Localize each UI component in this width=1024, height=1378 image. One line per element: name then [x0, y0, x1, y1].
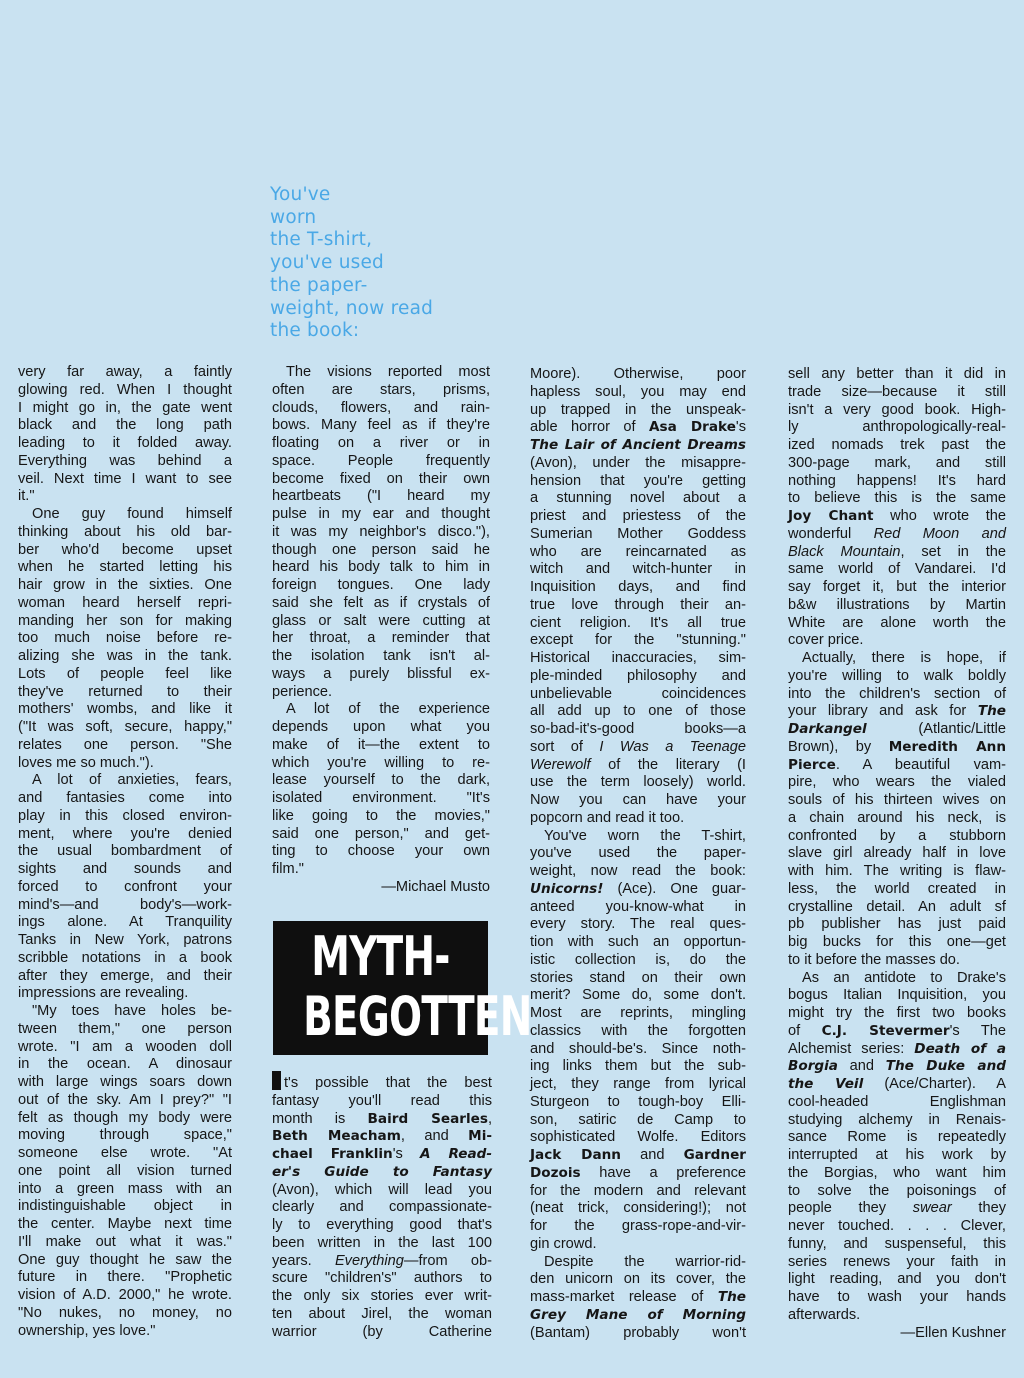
text-line: Werewolf of the literary (I: [530, 756, 746, 773]
text-line: souls of his thirteen wives on: [788, 792, 1006, 808]
text-line: said one person," and get-: [272, 825, 490, 842]
text-line: Sturgeon to tough-boy Elli-: [530, 1093, 746, 1110]
text-line: 300-page mark, and still: [788, 454, 1006, 471]
text-line: (Avon), which will lead you: [272, 1181, 492, 1198]
text-line: Moore). Otherwise, poor: [530, 366, 746, 382]
text-line: Grey Mane of Morning: [530, 1306, 746, 1323]
text-line: said she felt as if crystals of: [272, 594, 490, 611]
text-line: Now you can have your: [530, 792, 746, 808]
text-line: heartbeats ("I heard my: [272, 488, 490, 505]
text-line: trade size—because it still: [788, 383, 1006, 400]
text-line: which you're willing to re-: [272, 754, 490, 771]
text-line: b&w illustrations by Martin: [788, 596, 1006, 613]
text-line: you're willing to walk boldly: [788, 667, 1006, 684]
text-line: use the term loosely) world.: [530, 774, 746, 791]
text-line: the Borgias, who want him: [788, 1164, 1006, 1181]
column-2-review-text: [272, 1071, 492, 1341]
text-line: with him. The writing is flaw-: [788, 863, 1006, 879]
text-line: bogus Italian Inquisition, you: [788, 987, 1006, 1004]
text-line: though one person said he: [272, 541, 490, 558]
text-line: ting to choose your own: [272, 843, 490, 860]
text-line: so-bad-it's-good books—a: [530, 721, 746, 737]
text-line: One guy thought he saw the: [18, 1251, 232, 1268]
text-line: er's Guide to Fantasy: [272, 1163, 492, 1180]
text-line: ber who'd become upset: [18, 541, 232, 558]
text-line: pire, who wears the vialed: [788, 774, 1006, 791]
pull-quote: [270, 184, 490, 343]
text-line: gin crowd.: [530, 1235, 597, 1252]
byline: —Michael Musto: [381, 878, 490, 895]
text-line: pb publisher has just paid: [788, 916, 1006, 933]
pull-quote-line: weight, now read: [270, 297, 434, 319]
text-line: the center. Maybe next time: [18, 1216, 232, 1232]
text-line: relates one person. "She: [18, 736, 232, 753]
text-line: make of it—the extent to: [272, 736, 490, 753]
text-line: very far away, a faintly: [18, 364, 232, 380]
text-line: impressions are revealing.: [18, 985, 189, 1002]
pull-quote-line: the paper-: [270, 274, 368, 296]
text-line: might try the first two books: [788, 1005, 1006, 1021]
text-line: tween them," one person: [18, 1020, 232, 1037]
text-line: I'll make out what it was.": [18, 1233, 232, 1250]
text-line: White are alone worth the: [788, 614, 1006, 631]
text-line: son, satiric de Camp to: [530, 1111, 746, 1128]
text-line: people they swear they: [788, 1200, 1006, 1217]
text-line: (Bantam) probably won't: [530, 1324, 746, 1341]
text-line: Joy Chant who wrote the: [788, 508, 1006, 524]
text-line: into a green mass with an: [18, 1180, 232, 1197]
text-line: interrupted at his work by: [788, 1147, 1006, 1163]
text-line: ownership, yes love.": [18, 1322, 156, 1339]
text-line: have to wash your hands: [788, 1289, 1006, 1305]
text-line: ings alone. At Tranquility: [18, 914, 232, 931]
text-line: except for the "stunning.": [530, 632, 746, 649]
text-line: isn't a very good book. High-: [788, 401, 1006, 418]
text-line: true love through their an-: [530, 596, 746, 613]
text-line: been written in the last 100: [272, 1234, 492, 1251]
column-4-text: [788, 366, 1006, 1342]
text-line: Most are reprints, mingling: [530, 1005, 746, 1021]
text-line: ple-minded philosophy and: [530, 667, 746, 684]
text-line: series renews your faith in: [788, 1253, 1006, 1270]
text-line: cient religion. It's all true: [530, 614, 746, 631]
text-line: for the grass-rope-and-vir-: [530, 1218, 746, 1234]
column-3-text: [530, 366, 746, 1342]
text-line: ten about Jirel, the woman: [272, 1305, 492, 1322]
column-1-text: [18, 364, 232, 1340]
text-line: to believe this is the same: [788, 490, 1006, 507]
text-line: "No nukes, no money, no: [18, 1304, 232, 1321]
text-line: moving through space,": [18, 1127, 232, 1144]
text-line: into the children's section of: [788, 685, 1006, 702]
text-line: A lot of anxieties, fears,: [32, 772, 232, 789]
text-line: sophisticated Wolfe. Editors: [530, 1129, 746, 1146]
text-line: after they emerge, and their: [18, 967, 232, 984]
text-line: years. Everything—from ob-: [272, 1252, 492, 1269]
text-line: sance Rome is repeatedly: [788, 1129, 1006, 1146]
text-line: when he started letting his: [18, 559, 232, 576]
text-line: wonderful Red Moon and: [788, 525, 1006, 542]
pull-quote-line: You've: [270, 184, 331, 205]
section-heading-myth-begotten: [273, 921, 532, 1055]
text-line: fantasy you'll read this: [272, 1092, 492, 1109]
text-line: Actually, there is hope, if: [802, 650, 1006, 666]
text-line: vision of A.D. 2000," he wrote.: [18, 1287, 232, 1303]
text-line: indistinguishable object in: [18, 1198, 232, 1215]
text-line: future in there. "Prophetic: [18, 1269, 232, 1286]
text-line: floating on a river or in: [272, 435, 490, 451]
text-line: black and the long path: [18, 417, 232, 434]
text-line: big bucks for this one—get: [788, 934, 1006, 950]
text-line: A lot of the experience: [286, 701, 490, 718]
text-line: in the ocean. A dinosaur: [18, 1056, 232, 1073]
text-line: pulse in my ear and thought: [272, 506, 490, 522]
pull-quote-line: worn: [270, 206, 317, 228]
text-line: the only six stories ever writ-: [272, 1288, 492, 1304]
text-line: it was my neighbor's disco."),: [272, 523, 490, 540]
text-line: Alchemist series: Death of a: [788, 1040, 1006, 1057]
text-line: become fixed on their own: [272, 470, 490, 487]
heading-line-2: BEGOTTEN: [303, 985, 532, 1048]
text-line: clouds, flowers, and rain-: [272, 399, 490, 416]
heading-line-1: MYTH-: [311, 925, 450, 988]
text-line: As an antidote to Drake's: [802, 969, 1006, 986]
text-line: say forget it, but the interior: [788, 579, 1006, 595]
text-line: foreign tongues. One lady: [272, 577, 490, 593]
text-line: out of the sky. Am I prey?" "I: [18, 1091, 232, 1108]
text-line: Pierce. A beautiful vam-: [788, 756, 1006, 773]
text-line: the Veil (Ace/Charter). A: [788, 1076, 1006, 1092]
text-line: cool-headed Englishman: [788, 1093, 1006, 1110]
text-line: a stunning novel about a: [530, 490, 746, 507]
text-line: and fantasies come into: [18, 790, 232, 806]
text-line: istic collection is, do the: [530, 951, 746, 968]
text-line: Dozois have a preference: [530, 1164, 746, 1181]
text-line: Unicorns! (Ace). One guar-: [530, 880, 746, 897]
text-line: and should-be's. Since noth-: [530, 1040, 746, 1057]
text-line: ment, where you're denied: [18, 825, 232, 842]
text-line: Lots of people feel like: [18, 665, 232, 682]
text-line: play in this closed environ-: [18, 807, 232, 824]
column-2-text: [272, 364, 490, 897]
text-line: crystalline detail. An adult sf: [788, 898, 1006, 915]
text-line: mothers' wombs, and like it: [18, 701, 232, 718]
text-line: (neat trick, considering!); not: [530, 1200, 746, 1217]
text-line: "My toes have holes be-: [32, 1003, 232, 1019]
text-line: sights and sounds and: [18, 861, 232, 877]
text-line: alizing she was in the tank.: [18, 648, 232, 664]
text-line: often are stars, prisms,: [272, 381, 490, 398]
text-line: you've used the paper-: [530, 845, 746, 862]
text-line: with large wings soars down: [18, 1074, 232, 1090]
text-line: slave girl already half in love: [788, 845, 1006, 862]
text-line: funny, and suspenseful, this: [788, 1235, 1006, 1252]
text-line: her throat, a reminder that: [272, 630, 490, 647]
text-line: Brown), by Meredith Ann: [788, 738, 1006, 755]
byline: —Ellen Kushner: [900, 1324, 1006, 1341]
text-line: loves me so much.").: [18, 754, 154, 771]
text-line: stories stand on their own: [530, 969, 746, 986]
text-line: Jack Dann and Gardner: [530, 1147, 746, 1163]
text-line: scure "children's" authors to: [272, 1270, 492, 1287]
text-line: sort of I Was a Teenage: [530, 738, 747, 755]
text-line: chael Franklin's A Read-: [272, 1146, 492, 1162]
text-line: depends upon what you: [272, 719, 490, 735]
text-line: The visions reported most: [286, 364, 490, 380]
text-line: witch and witch-hunter in: [530, 561, 746, 578]
text-line: studying alchemy in Renais-: [788, 1111, 1006, 1128]
text-line: felt as though my body were: [18, 1109, 232, 1126]
text-line: Black Mountain, set in the: [788, 543, 1006, 560]
text-line: Beth Meacham, and Mi-: [272, 1128, 493, 1145]
text-line: hair grow in the sixties. One: [18, 577, 232, 593]
text-line: ly to everything good that's: [272, 1217, 492, 1233]
text-line: warrior (by Catherine: [272, 1323, 492, 1340]
text-line: too much noise before re-: [18, 630, 232, 647]
text-line: thinking about his old bar-: [18, 523, 232, 540]
text-line: isolated environment. "It's: [272, 790, 490, 806]
text-line: anteed you-know-what in: [530, 898, 746, 915]
text-line: nothing happens! It's hard: [788, 472, 1006, 489]
text-line: Despite the warrior-rid-: [544, 1253, 746, 1270]
pull-quote-line: you've used: [270, 252, 384, 274]
text-line: Inquisition days, and find: [530, 579, 746, 595]
text-line: your library and ask for The: [788, 703, 1006, 720]
text-line: same world of Vandarei. I'd: [788, 561, 1006, 578]
text-line: Tanks in New York, patrons: [18, 932, 232, 948]
text-line: scribble notations in a book: [18, 949, 232, 966]
text-line: One guy found himself: [32, 506, 232, 522]
text-line: every story. The real ques-: [530, 916, 746, 933]
text-line: a chain around his neck, is: [788, 809, 1006, 826]
text-line: confronted by a stubborn: [788, 827, 1006, 844]
text-line: tion with such an opportun-: [530, 934, 746, 950]
text-line: clearly and compassionate-: [272, 1199, 492, 1216]
text-line: never touched. . . . Clever,: [788, 1218, 1006, 1234]
text-line: den unicorn on its cover, the: [530, 1271, 746, 1288]
text-line: cover price.: [788, 632, 864, 649]
text-line: hension that you're getting: [530, 472, 746, 489]
text-line: heard his body talk to him in: [272, 559, 490, 576]
text-line: I might go in, the gate went: [18, 399, 232, 416]
text-line: manding her son for making: [18, 612, 232, 629]
text-line: the isolation tank isn't al-: [272, 648, 490, 664]
text-line: space. People frequently: [272, 452, 490, 469]
text-line: wrote. "I am a wooden doll: [18, 1038, 232, 1055]
text-line: unbelievable coincidences: [530, 685, 746, 702]
text-line: ing links them but the sub-: [530, 1058, 746, 1075]
text-line: glowing red. When I thought: [18, 381, 232, 398]
text-line: ized nomads trek past the: [788, 437, 1006, 453]
text-line: Darkangel (Atlantic/Little: [788, 721, 1006, 737]
text-line: month is Baird Searles,: [272, 1110, 492, 1127]
pull-quote-line: the T-shirt,: [270, 229, 373, 251]
text-line: bows. Many feel as if they're: [272, 417, 490, 434]
text-line: less, the world created in: [788, 880, 1006, 897]
text-line: Borgia and The Duke and: [788, 1058, 1006, 1075]
text-line: who are reincarnated as: [530, 543, 746, 560]
text-line: for the modern and relevant: [530, 1182, 746, 1199]
text-line: priest and priestess of the: [530, 508, 746, 524]
text-line: able horror of Asa Drake's: [530, 419, 747, 436]
text-line: ways a purely blissful ex-: [272, 665, 490, 682]
text-line: Historical inaccuracies, sim-: [530, 650, 746, 666]
text-line: it.": [18, 488, 35, 505]
text-line: Everything was behind a: [18, 452, 232, 469]
text-line: up trapped in the unspeak-: [530, 401, 746, 418]
text-line: glass or salt were cutting at: [272, 612, 490, 629]
text-line: (Avon), under the misappre-: [530, 454, 746, 471]
text-line: perience.: [272, 683, 333, 700]
text-line: one point all vision turned: [18, 1162, 232, 1179]
text-line: t's possible that the best: [272, 1071, 492, 1093]
text-line: film.": [272, 861, 304, 877]
text-line: leading to it folded away.: [18, 435, 232, 451]
text-line: to solve the poisonings of: [788, 1182, 1006, 1199]
pull-quote-line: the book:: [270, 320, 360, 342]
text-line: light reading, and you don't: [788, 1271, 1006, 1288]
text-line: forced to confront your: [18, 878, 232, 895]
text-line: lease yourself to the dark,: [272, 772, 490, 789]
text-line: The Lair of Ancient Dreams: [530, 437, 746, 453]
text-line: mass-market release of The: [530, 1289, 746, 1305]
text-line: You've worn the T-shirt,: [544, 827, 746, 844]
text-line: ("It was soft, secure, happy,": [18, 719, 232, 735]
text-line: afterwards.: [788, 1306, 861, 1323]
text-line: classics with the forgotten: [530, 1022, 746, 1039]
text-line: popcorn and read it too.: [530, 809, 685, 826]
text-line: all add up to one of those: [530, 703, 746, 720]
text-line: veil. Next time I want to see: [18, 470, 232, 487]
text-line: to it before the masses do.: [788, 951, 960, 968]
text-line: merit? Some do, some don't.: [530, 987, 746, 1004]
text-line: hapless soul, you may end: [530, 383, 746, 400]
text-line: like going to the movies,": [272, 807, 490, 824]
text-line: of C.J. Stevermer's The: [788, 1022, 1007, 1039]
text-line: ly anthropologically-real-: [788, 419, 1006, 436]
text-line: weight, now read the book:: [530, 863, 746, 879]
text-line: someone else wrote. "At: [18, 1145, 232, 1161]
text-line: the usual bombardment of: [18, 843, 232, 860]
text-line: sell any better than it did in: [788, 366, 1006, 382]
text-line: Sumerian Mother Goddess: [530, 525, 746, 542]
text-line: woman heard herself repri-: [18, 594, 232, 611]
text-line: they've returned to their: [18, 683, 232, 700]
text-line: mind's—and body's—work-: [18, 896, 232, 913]
text-line: ject, they range from lyrical: [530, 1076, 746, 1092]
